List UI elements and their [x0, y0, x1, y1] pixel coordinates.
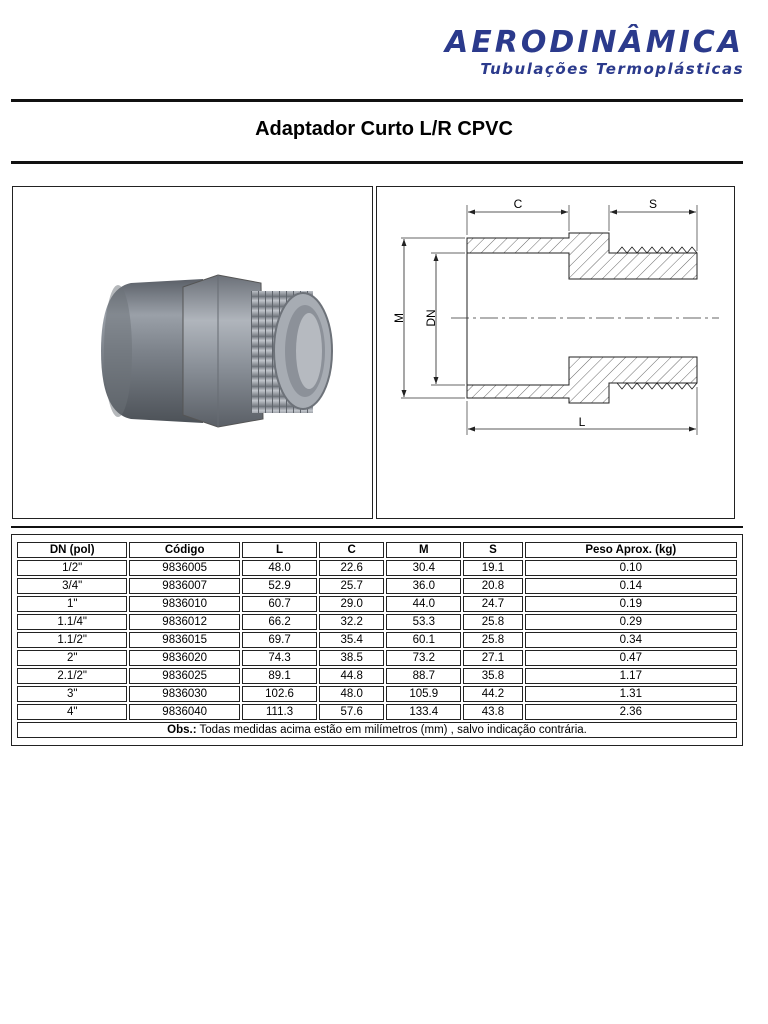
cell-dn: 2.1/2" — [17, 668, 127, 684]
cell-peso: 1.31 — [525, 686, 737, 702]
cell-m: 53.3 — [386, 614, 461, 630]
cell-codigo: 9836007 — [129, 578, 240, 594]
cell-peso: 0.14 — [525, 578, 737, 594]
cell-codigo: 9836010 — [129, 596, 240, 612]
table-row — [17, 596, 737, 612]
cell-l: 66.2 — [242, 614, 317, 630]
header-l: L — [242, 542, 317, 558]
cell-m: 133.4 — [386, 704, 461, 720]
cell-c: 48.0 — [319, 686, 384, 702]
cell-dn: 3/4" — [17, 578, 127, 594]
cell-dn: 1.1/4" — [17, 614, 127, 630]
cell-c: 32.2 — [319, 614, 384, 630]
cell-l: 52.9 — [242, 578, 317, 594]
cell-l: 60.7 — [242, 596, 317, 612]
cell-dn: 3" — [17, 686, 127, 702]
note-label: Obs.: — [167, 724, 197, 736]
cell-m: 105.9 — [386, 686, 461, 702]
cell-m: 73.2 — [386, 650, 461, 666]
dim-label-dn: DN — [424, 309, 438, 327]
header-m: M — [386, 542, 461, 558]
table-row — [17, 632, 737, 648]
cell-s: 19.1 — [463, 560, 522, 576]
dim-label-m: M — [392, 313, 406, 323]
cell-c: 22.6 — [319, 560, 384, 576]
cell-dn: 1.1/2" — [17, 632, 127, 648]
table-row — [17, 650, 737, 666]
cell-c: 44.8 — [319, 668, 384, 684]
cell-peso: 0.34 — [525, 632, 737, 648]
table-row — [17, 704, 737, 720]
cell-codigo: 9836020 — [129, 650, 240, 666]
table-divider — [11, 526, 743, 528]
cell-codigo: 9836025 — [129, 668, 240, 684]
title-divider — [11, 161, 743, 164]
cell-m: 36.0 — [386, 578, 461, 594]
spec-table — [15, 540, 739, 740]
cell-m: 44.0 — [386, 596, 461, 612]
page-title: Adaptador Curto L/R CPVC — [255, 118, 513, 140]
cell-l: 111.3 — [242, 704, 317, 720]
spec-table-frame — [11, 534, 743, 746]
cell-m: 60.1 — [386, 632, 461, 648]
header-peso: Peso Aprox. (kg) — [525, 542, 737, 558]
cell-s: 24.7 — [463, 596, 522, 612]
cell-s: 20.8 — [463, 578, 522, 594]
brand-subtitle: Tubulações Termoplásticas — [480, 60, 744, 78]
table-header-row — [17, 542, 737, 558]
brand-logo — [445, 26, 744, 78]
cell-m: 88.7 — [386, 668, 461, 684]
header-s: S — [463, 542, 522, 558]
cell-c: 29.0 — [319, 596, 384, 612]
cell-m: 30.4 — [386, 560, 461, 576]
cell-peso: 2.36 — [525, 704, 737, 720]
cell-codigo: 9836012 — [129, 614, 240, 630]
cell-c: 38.5 — [319, 650, 384, 666]
header-c: C — [319, 542, 384, 558]
cell-codigo: 9836030 — [129, 686, 240, 702]
cell-s: 25.8 — [463, 632, 522, 648]
cell-s: 35.8 — [463, 668, 522, 684]
cell-s: 27.1 — [463, 650, 522, 666]
cell-dn: 1" — [17, 596, 127, 612]
cell-codigo: 9836040 — [129, 704, 240, 720]
cell-peso: 0.10 — [525, 560, 737, 576]
dim-label-s: S — [648, 197, 658, 211]
cell-c: 35.4 — [319, 632, 384, 648]
cell-peso: 0.19 — [525, 596, 737, 612]
cell-dn: 2" — [17, 650, 127, 666]
cell-l: 102.6 — [242, 686, 317, 702]
dim-label-l: L — [578, 415, 586, 429]
technical-drawing-panel — [376, 186, 735, 519]
brand-name: AERODINÂMICA — [445, 25, 744, 60]
table-row — [17, 560, 737, 576]
header-codigo: Código — [129, 542, 240, 558]
technical-drawing — [377, 187, 734, 518]
cell-codigo: 9836005 — [129, 560, 240, 576]
top-divider — [11, 99, 743, 102]
dim-label-c: C — [513, 197, 523, 211]
cell-s: 25.8 — [463, 614, 522, 630]
cell-l: 69.7 — [242, 632, 317, 648]
table-note — [17, 722, 737, 738]
cell-s: 43.8 — [463, 704, 522, 720]
table-row — [17, 614, 737, 630]
table-row — [17, 578, 737, 594]
cell-l: 89.1 — [242, 668, 317, 684]
cell-l: 74.3 — [242, 650, 317, 666]
cell-s: 44.2 — [463, 686, 522, 702]
cell-peso: 1.17 — [525, 668, 737, 684]
cell-peso: 0.29 — [525, 614, 737, 630]
table-row — [17, 668, 737, 684]
cell-c: 25.7 — [319, 578, 384, 594]
cell-peso: 0.47 — [525, 650, 737, 666]
cell-c: 57.6 — [319, 704, 384, 720]
note-text: Todas medidas acima estão em milímetros (mm) , salvo indicação contrária. — [199, 724, 587, 736]
cell-l: 48.0 — [242, 560, 317, 576]
cell-codigo: 9836015 — [129, 632, 240, 648]
product-photo-panel — [12, 186, 373, 519]
header-dn: DN (pol) — [17, 542, 127, 558]
table-note-row — [17, 722, 737, 738]
table-row — [17, 686, 737, 702]
cell-dn: 4" — [17, 704, 127, 720]
cell-dn: 1/2" — [17, 560, 127, 576]
product-photo — [13, 187, 372, 518]
